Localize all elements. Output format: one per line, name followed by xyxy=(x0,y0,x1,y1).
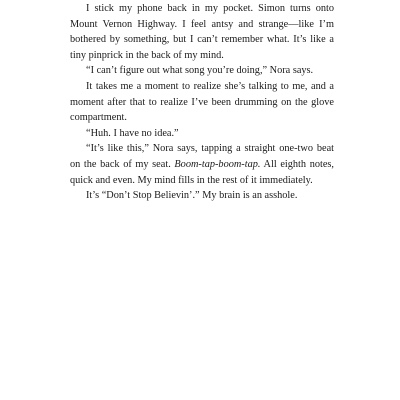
paragraph-4: “Huh. I have no idea.” xyxy=(86,127,179,139)
paragraph-1: I stick my phone back in my pocket. Simon turns onto Mount Vernon Highway. I feel antsy and strange—like I’m bothered by something, but I can’t remember what. It’s like a tiny pinprick in the back of my mind. xyxy=(70,3,334,61)
book-page xyxy=(70,0,334,400)
paragraph-2: “I can’t figure out what song you’re doing,” Nora says. xyxy=(86,65,314,77)
paragraph-5 xyxy=(70,141,334,188)
paragraph-5-italic: Boom-tap-boom-tap. xyxy=(174,158,261,170)
text-block xyxy=(70,1,334,204)
paragraph-3: It takes me a moment to realize she’s talking to me, and a moment after that to realize I’ve been drumming on the glove compartment. xyxy=(70,80,334,124)
paragraph-5-after-italic: All eighth notes, quick and even. My mind fills in the rest of it immediately. xyxy=(70,158,334,186)
paragraph-5-before-italic: “It’s like this,” Nora says, tapping a straight one-two beat on the back of my seat. xyxy=(70,143,334,170)
paragraph-6: It’s “Don’t Stop Believin’.” My brain is an asshole. xyxy=(86,190,298,202)
